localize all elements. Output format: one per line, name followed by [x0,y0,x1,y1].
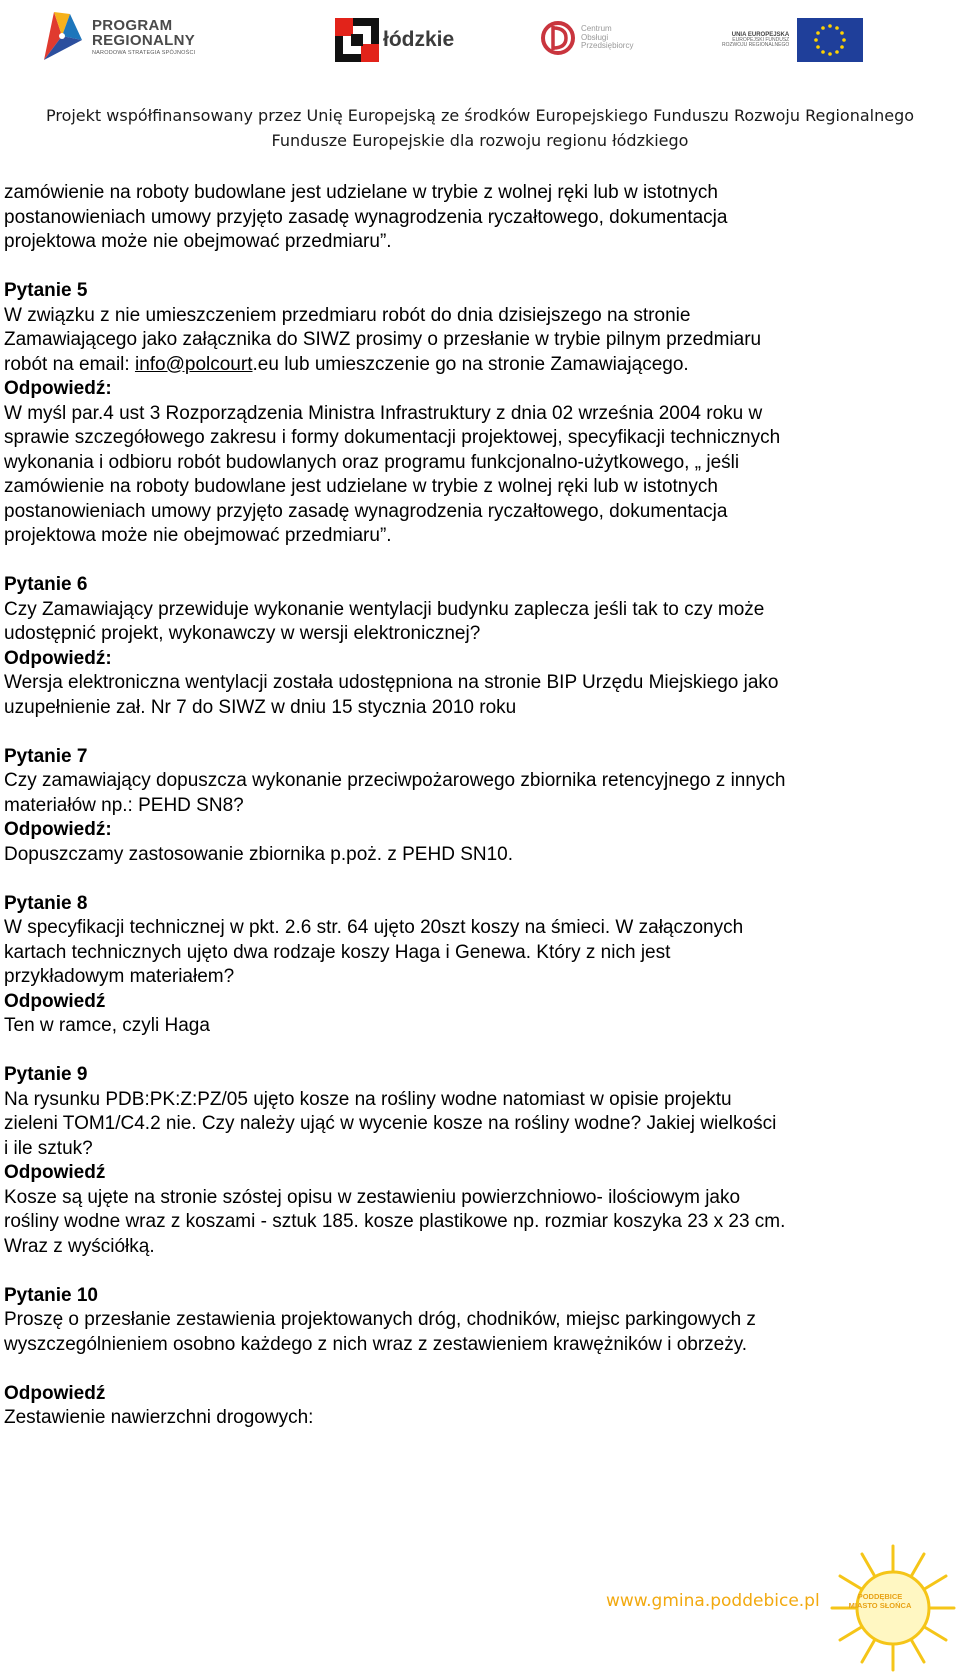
answer-5-line: wykonania i odbioru robót budowlanych oraz programu funkcjonalno-użytkowego, „ jeśli [4,451,740,473]
poddebice-logo-line-1: PODDĘBICE [857,1592,903,1601]
question-8-line: przykładowym materiałem? [4,966,235,987]
program-regionalny-logo [40,10,195,64]
lodzkie-mark-icon [335,18,379,62]
answer-10-line: Zestawienie nawierzchni drogowych: [4,1407,314,1428]
document-body [4,181,948,1431]
centrum-line-1: Centrum [581,24,612,34]
centrum-obslugi-logo [540,16,633,60]
question-10-title: Pytanie 10 [4,1284,98,1306]
program-regionalny-mark-icon [40,10,84,64]
program-line-3: NARODOWA STRATEGIA SPÓJNOŚCI [92,49,196,56]
answer-9-line: Wraz z wyściółką. [4,1235,155,1257]
email-prefix: robót na email: [4,353,135,375]
question-7-line: materiałów np.: PEHD SN8? [4,794,244,816]
answer-6-label: Odpowiedź: [4,647,112,669]
question-5-line [4,353,948,378]
answer-5-line: sprawie szczegółowego zakresu i formy dokumentacji projektowej, specyfikacji technicznych [4,427,781,448]
intro-line: postanowieniach umowy przyjęto zasadę wynagrodzenia ryczałtowego, dokumentacja [4,206,728,228]
answer-9-line: rośliny wodne wraz z koszami - sztuk 185. kosze plastikowe np. rozmiar koszyka 23 x 23 cm. [4,1211,786,1232]
email-suffix: .eu lub umieszczenie go na stronie Zamawiającego. [252,353,689,375]
question-6-line: Czy Zamawiający przewiduje wykonanie wentylacji budynku zaplecza jeśli tak to czy może [4,598,765,620]
poddebice-logo-text [845,1593,915,1610]
email-link[interactable]: info@polcourt [134,353,253,375]
poddebice-logo-line-2: MIASTO SŁOŃCA [848,1600,912,1610]
question-5-line: W związku z nie umieszczeniem przedmiaru robót do dnia dzisiejszego na stronie [4,304,691,326]
intro-line: projektowa może nie obejmować przedmiaru”. [4,231,392,252]
question-5-line: Zamawiającego jako załącznika do SIWZ prosimy o przesłanie w trybie pilnym przedmiaru [4,329,762,350]
eu-flag-icon [797,18,863,62]
project-cofinancing-line: Projekt współfinansowany przez Unię Europejską ze środków Europejskiego Funduszu Rozwoju Regionalnego [45,106,915,125]
eu-line-2: EUROPEJSKI FUNDUSZ [732,36,790,43]
answer-5-line: W myśl par.4 ust 3 Rozporządzenia Ministra Infrastruktury z dnia 02 września 2004 roku w [4,402,763,424]
question-8-line: kartach technicznych ujęto dwa rodzaje koszy Haga i Genewa. Który z nich jest [4,941,671,963]
answer-5-line: zamówienie na roboty budowlane jest udzielane w trybie z wolnej ręki lub w istotnych [4,476,718,497]
header-logos [0,0,960,108]
question-9-title: Pytanie 9 [4,1064,88,1085]
question-6-line: udostępnić projekt, wykonawczy w wersji elektronicznej? [4,623,481,644]
question-6-title: Pytanie 6 [4,574,88,595]
answer-8-line: Ten w ramce, czyli Haga [4,1015,210,1036]
eu-line-3: ROZWOJU REGIONALNEGO [722,42,790,49]
answer-5-line: projektowa może nie obejmować przedmiaru”. [4,525,392,546]
eu-logo [722,18,863,62]
question-9-line: zieleni TOM1/C4.2 nie. Czy należy ująć w wycenie kosze na rośliny wodne? Jakiej wielkości [4,1113,777,1134]
centrum-obslugi-mark-icon [540,16,576,60]
question-5-title: Pytanie 5 [4,280,88,301]
question-10-line: wyszczególnieniem osobno każdego z nich wraz z zestawieniem krawężników i obrzeży. [4,1333,748,1355]
question-7-title: Pytanie 7 [4,745,88,767]
question-8-title: Pytanie 8 [4,892,88,914]
answer-6-line: uzupełnienie zał. Nr 7 do SIWZ w dniu 15 stycznia 2010 roku [4,696,517,718]
answer-6-line: Wersja elektroniczna wentylacji została udostępniona na stronie BIP Urzędu Miejskiego jako [4,672,779,693]
centrum-line-3: Przedsiębiorcy [581,41,634,51]
program-line-2: REGIONALNY [92,31,196,49]
answer-7-line: Dopuszczamy zastosowanie zbiornika p.poż. z PEHD SN10. [4,843,514,865]
answer-8-label: Odpowiedź [4,990,106,1012]
answer-7-label: Odpowiedź: [4,819,112,840]
answer-5-label: Odpowiedź: [4,378,112,399]
question-7-line: Czy zamawiający dopuszcza wykonanie przeciwpożarowego zbiornika retencyjnego z innych [4,770,786,791]
eu-line-1: UNIA EUROPEJSKA [731,31,790,38]
answer-10-label: Odpowiedź [4,1382,106,1404]
answer-9-label: Odpowiedź [4,1162,106,1183]
project-funds-line: Fundusze Europejskie dla rozwoju regionu łódzkiego [271,131,689,150]
question-9-line: i ile sztuk? [4,1137,93,1159]
question-8-line: W specyfikacji technicznej w pkt. 2.6 str. 64 ujęto 20szt koszy na śmieci. W załączonych [4,917,744,938]
answer-5-line: postanowieniach umowy przyjęto zasadę wynagrodzenia ryczałtowego, dokumentacja [4,500,728,522]
lodzkie-logo [335,18,454,62]
program-line-1: PROGRAM [92,16,173,34]
intro-line: zamówienie na roboty budowlane jest udzielane w trybie z wolnej ręki lub w istotnych [4,182,718,203]
question-10-line: Proszę o przesłanie zestawienia projektowanych dróg, chodników, miejsc parkingowych z [4,1309,756,1330]
question-9-line: Na rysunku PDB:PK:Z:PZ/05 ujęto kosze na rośliny wodne natomiast w opisie projektu [4,1088,732,1110]
footer-website-link[interactable]: www.gmina.poddebice.pl [606,1591,820,1611]
answer-9-line: Kosze są ujęte na stronie szóstej opisu w zestawieniu powierzchniowo- ilościowym jako [4,1186,741,1208]
lodzkie-label: łódzkie [383,28,455,51]
centrum-line-2: Obsługi [581,32,609,42]
